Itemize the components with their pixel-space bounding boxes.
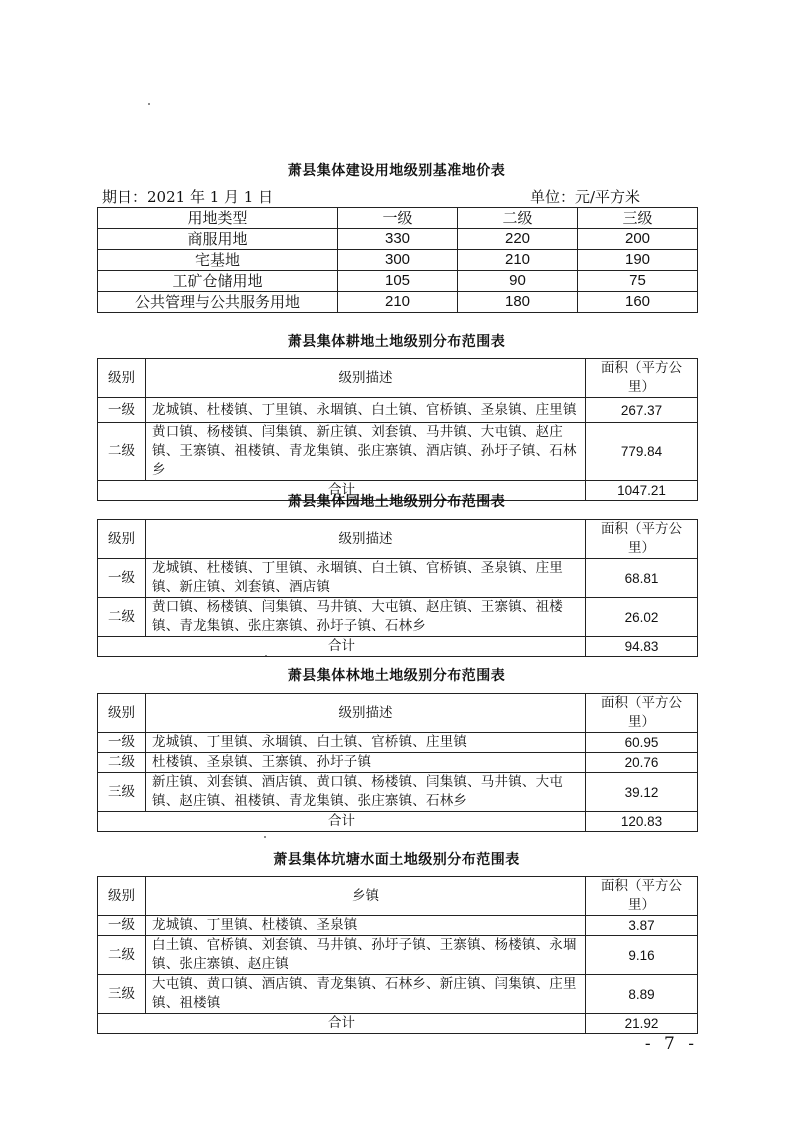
table4-title: 萧县集体林地土地级别分布范围表 [287,668,506,684]
column-header: 级别 [98,694,146,733]
table-header-row [98,520,698,559]
area-cell: 779.84 [586,423,698,481]
table-row [98,733,698,753]
table-row [98,423,698,481]
column-header: 用地类型 [98,208,338,229]
table2 [97,358,698,501]
table5 [97,876,698,1034]
land-type-cell: 工矿仓储用地 [98,271,338,292]
township-cell: 大屯镇、黄口镇、酒店镇、青龙集镇、石林乡、新庄镇、闫集镇、庄里镇、祖楼镇 [146,975,586,1014]
table1 [97,207,698,313]
total-cell: 120.83 [586,812,698,832]
column-header: 三级 [578,208,698,229]
table1-date: 期日：2021 年 1 月 1 日 [102,188,274,206]
total-label: 合计 [98,637,586,657]
total-row [98,812,698,832]
column-header: 级别 [98,520,146,559]
scan-speck [148,103,150,105]
column-header: 面积（平方公里） [586,520,698,559]
column-header: 级别 [98,359,146,398]
total-cell: 21.92 [586,1014,698,1034]
table-row [98,292,698,313]
grade-cell: 二级 [98,598,146,637]
grade-cell: 一级 [98,398,146,423]
grade-cell: 三级 [98,773,146,812]
table-row [98,271,698,292]
total-row [98,1014,698,1034]
table-row [98,916,698,936]
price-cell: 330 [338,229,458,250]
price-cell: 90 [458,271,578,292]
table3-title: 萧县集体园地土地级别分布范围表 [287,494,506,510]
column-header: 一级 [338,208,458,229]
grade-cell: 一级 [98,916,146,936]
column-header: 二级 [458,208,578,229]
table2-title: 萧县集体耕地土地级别分布范围表 [287,334,506,350]
price-cell: 105 [338,271,458,292]
area-cell: 9.16 [586,936,698,975]
grade-cell: 一级 [98,733,146,753]
area-cell: 68.81 [586,559,698,598]
table-row [98,229,698,250]
price-cell: 75 [578,271,698,292]
column-header: 面积（平方公里） [586,694,698,733]
area-cell: 20.76 [586,753,698,773]
table-header-row [98,877,698,916]
total-label: 合计 [98,481,586,501]
grade-cell: 二级 [98,753,146,773]
table-row [98,773,698,812]
description-cell: 龙城镇、丁里镇、永堌镇、白土镇、官桥镇、庄里镇 [146,733,586,753]
township-cell: 白土镇、官桥镇、刘套镇、马井镇、孙圩子镇、王寨镇、杨楼镇、永堌镇、张庄寨镇、赵庄镇 [146,936,586,975]
total-label: 合计 [98,812,586,832]
grade-cell: 三级 [98,975,146,1014]
area-cell: 26.02 [586,598,698,637]
land-type-cell: 商服用地 [98,229,338,250]
price-cell: 220 [458,229,578,250]
land-type-cell: 宅基地 [98,250,338,271]
land-type-cell: 公共管理与公共服务用地 [98,292,338,313]
description-cell: 龙城镇、杜楼镇、丁里镇、永堌镇、白土镇、官桥镇、圣泉镇、庄里镇 [146,398,586,423]
total-cell: 1047.21 [586,481,698,501]
table-row [98,936,698,975]
table-header-row [98,208,698,229]
column-header: 级别描述 [146,694,586,733]
table5-title: 萧县集体坑塘水面土地级别分布范围表 [273,852,520,868]
total-row [98,637,698,657]
area-cell: 3.87 [586,916,698,936]
description-cell: 龙城镇、杜楼镇、丁里镇、永堌镇、白土镇、官桥镇、圣泉镇、庄里镇、新庄镇、刘套镇、酒店镇 [146,559,586,598]
table3 [97,519,698,657]
table-row [98,975,698,1014]
price-cell: 210 [338,292,458,313]
township-cell: 龙城镇、丁里镇、杜楼镇、圣泉镇 [146,916,586,936]
column-header: 级别 [98,877,146,916]
table-row [98,559,698,598]
scan-speck [264,836,266,838]
table-row [98,753,698,773]
table1-title: 萧县集体建设用地级别基准地价表 [287,163,506,179]
description-cell: 黄口镇、杨楼镇、闫集镇、新庄镇、刘套镇、马井镇、大屯镇、赵庄镇、王寨镇、祖楼镇、青龙集镇、张庄寨镇、酒店镇、孙圩子镇、石林乡 [146,423,586,481]
price-cell: 200 [578,229,698,250]
grade-cell: 一级 [98,559,146,598]
column-header: 级别描述 [146,520,586,559]
table4 [97,693,698,832]
area-cell: 267.37 [586,398,698,423]
price-cell: 180 [458,292,578,313]
description-cell: 杜楼镇、圣泉镇、王寨镇、孙圩子镇 [146,753,586,773]
area-cell: 39.12 [586,773,698,812]
area-cell: 60.95 [586,733,698,753]
table-row [98,398,698,423]
price-cell: 210 [458,250,578,271]
table-header-row [98,359,698,398]
table-header-row [98,694,698,733]
grade-cell: 二级 [98,423,146,481]
description-cell: 新庄镇、刘套镇、酒店镇、黄口镇、杨楼镇、闫集镇、马井镇、大屯镇、赵庄镇、祖楼镇、青龙集镇、张庄寨镇、石林乡 [146,773,586,812]
column-header: 乡镇 [146,877,586,916]
price-cell: 190 [578,250,698,271]
column-header: 面积（平方公里） [586,359,698,398]
table-row [98,598,698,637]
description-cell: 黄口镇、杨楼镇、闫集镇、马井镇、大屯镇、赵庄镇、王寨镇、祖楼镇、青龙集镇、张庄寨镇、孙圩子镇、石林乡 [146,598,586,637]
table1-unit: 单位：元/平方米 [530,188,641,206]
table-row [98,250,698,271]
area-cell: 8.89 [586,975,698,1014]
grade-cell: 二级 [98,936,146,975]
price-cell: 160 [578,292,698,313]
total-cell: 94.83 [586,637,698,657]
price-cell: 300 [338,250,458,271]
column-header: 级别描述 [146,359,586,398]
total-label: 合计 [98,1014,586,1034]
page-number: - 7 - [644,1034,698,1054]
column-header: 面积（平方公里） [586,877,698,916]
